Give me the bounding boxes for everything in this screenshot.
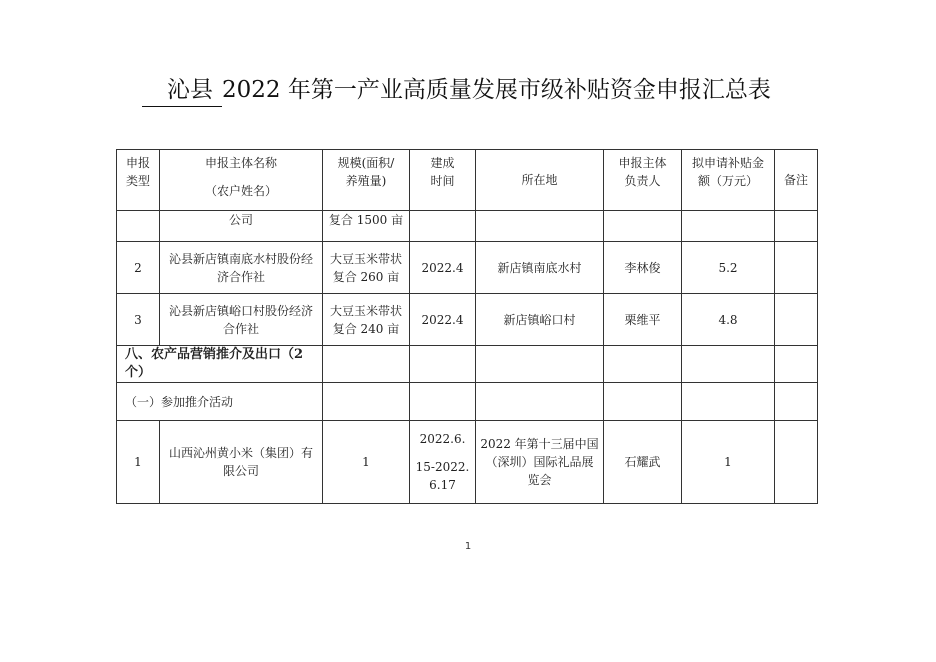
subsection-row [117,383,818,421]
section-heading: 八、农产品营销推介及出口（2 个） [117,346,323,383]
cell-build-time: 2022.4 [410,294,476,346]
cell-amount: 5.2 [682,242,775,294]
cell-leader: 石耀武 [604,421,682,504]
cell-no: 1 [117,421,160,504]
cell-remark [775,294,818,346]
cell-entity: 沁县新店镇南底水村股份经 济合作社 [160,242,323,294]
cell-entity: 公司 [160,211,323,242]
title-county: 沁县 [167,77,213,103]
cell-amount: 4.8 [682,294,775,346]
cell-remark [775,421,818,504]
cell-location: 新店镇南底水村 [476,242,604,294]
subsidy-summary-table [116,149,818,504]
section-row [117,346,818,383]
table-row [117,211,818,242]
cell-location: 2022 年第十三届中国 （深圳）国际礼品展 览会 [476,421,604,504]
title-main: 2022 年第一产业高质量发展市级补贴资金申报汇总表 [222,77,771,103]
page-number: 1 [464,541,472,552]
cell-leader: 栗维平 [604,294,682,346]
header-amount: 拟申请补贴金 额（万元） [682,150,775,211]
subsection-heading: （一）参加推介活动 [117,383,323,421]
header-row [117,150,818,211]
header-scale: 规模(面积/ 养殖量) [323,150,410,211]
cell-entity: 沁县新店镇峪口村股份经济 合作社 [160,294,323,346]
cell-scale: 大豆玉米带状 复合 240 亩 [323,294,410,346]
cell-scale: 复合 1500 亩 [323,211,410,242]
table-row [117,242,818,294]
header-type: 申报 类型 [117,150,160,211]
table-row [117,421,818,504]
cell-no: 3 [117,294,160,346]
cell-leader: 李林俊 [604,242,682,294]
cell-no: 2 [117,242,160,294]
header-remark: 备注 [775,150,818,211]
cell-entity: 山西沁州黄小米（集团）有 限公司 [160,421,323,504]
header-location: 所在地 [476,150,604,211]
table-row [117,294,818,346]
header-leader: 申报主体 负责人 [604,150,682,211]
cell-scale: 大豆玉米带状 复合 260 亩 [323,242,410,294]
cell-remark [775,242,818,294]
cell-build-time: 2022.6. 15-2022. 6.17 [410,421,476,504]
cell-amount: 1 [682,421,775,504]
cell-location: 新店镇峪口村 [476,294,604,346]
header-build-time: 建成 时间 [410,150,476,211]
cell-build-time: 2022.4 [410,242,476,294]
header-entity: 申报主体名称 （农户姓名） [160,150,323,211]
cell-scale: 1 [323,421,410,504]
document-title [142,74,771,106]
title-underline-blank [142,74,222,107]
